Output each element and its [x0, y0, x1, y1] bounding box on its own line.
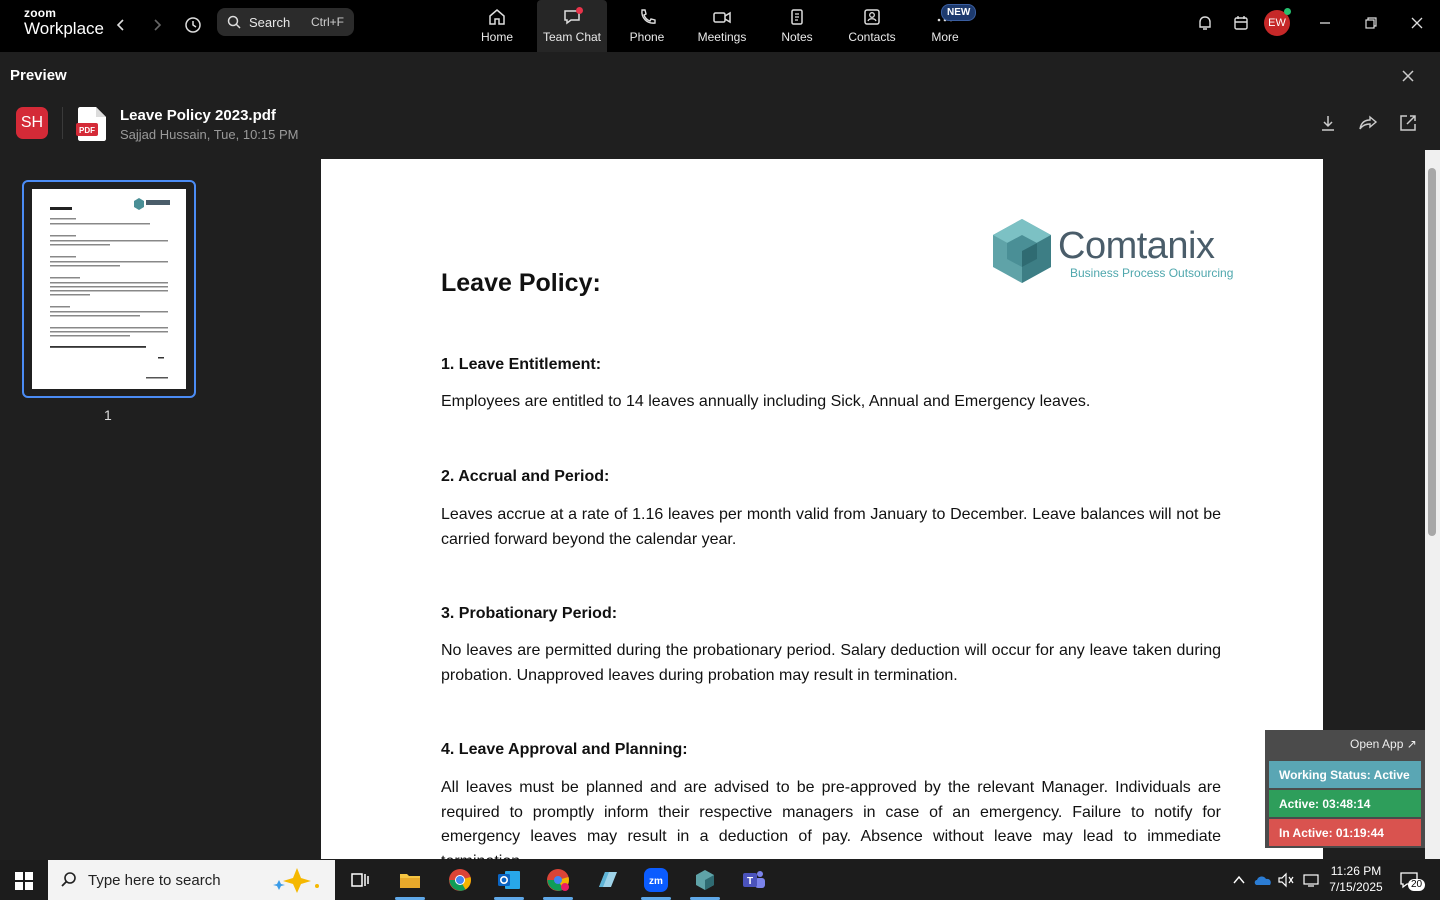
logo-product: Workplace — [24, 19, 104, 38]
file-meta: Sajjad Hussain, Tue, 10:15 PM — [120, 127, 299, 142]
bell-icon[interactable] — [1194, 12, 1216, 34]
tab-team-chat[interactable] — [537, 0, 607, 52]
scrollbar-thumb[interactable] — [1428, 168, 1436, 536]
page-thumbnail[interactable] — [22, 180, 196, 398]
tab-home[interactable] — [462, 0, 532, 52]
download-button[interactable] — [1318, 113, 1340, 135]
open-app-link[interactable]: Open App ↗ — [1350, 737, 1417, 751]
section-body: Leaves accrue at a rate of 1.16 leaves per month valid from January to December. Leave balances will not be carried forward beyond the calendar year. — [441, 506, 1221, 548]
tab-contacts[interactable] — [837, 0, 907, 52]
document-scrollbar[interactable] — [1425, 150, 1440, 859]
zoom-app-icon[interactable] — [641, 865, 671, 895]
teams-icon[interactable] — [739, 865, 769, 895]
tab-label: Meetings — [697, 30, 747, 44]
restore-button[interactable] — [1360, 12, 1382, 34]
file-explorer-icon[interactable] — [395, 865, 425, 895]
search-icon — [60, 871, 78, 889]
tab-label: Team Chat — [542, 30, 602, 44]
open-external-button[interactable] — [1398, 113, 1420, 135]
active-time: Active: 03:48:14 — [1269, 790, 1421, 817]
section-body: Employees are entitled to 14 leaves annually including Sick, Annual and Emergency leaves. — [441, 393, 1091, 410]
taskbar-clock[interactable] — [1326, 863, 1386, 895]
clock-date: 7/15/2025 — [1329, 880, 1383, 894]
working-status: Working Status: Active — [1269, 761, 1421, 788]
task-view-icon[interactable] — [345, 865, 375, 895]
tab-label: More — [931, 30, 959, 44]
notification-count: 20 — [1408, 879, 1425, 891]
calendar-icon[interactable] — [1230, 12, 1252, 34]
minimize-button[interactable] — [1314, 12, 1336, 34]
company-logo-icon — [989, 215, 1055, 292]
chrome-icon[interactable] — [445, 865, 475, 895]
sender-avatar: SH — [16, 107, 48, 139]
logo-brand: zoom — [24, 6, 57, 20]
clock-time: 11:26 PM — [1330, 864, 1382, 878]
download-icon — [1318, 113, 1338, 133]
company-tagline: Business Process Outsourcing — [1070, 266, 1234, 280]
notes-icon — [787, 8, 807, 26]
close-preview-button[interactable] — [1398, 66, 1418, 91]
user-avatar[interactable]: EW — [1264, 10, 1290, 36]
divider — [62, 107, 63, 139]
share-button[interactable] — [1358, 113, 1380, 135]
home-icon — [487, 8, 507, 26]
document-title: Leave Policy: — [441, 269, 601, 297]
windows-icon — [14, 871, 34, 891]
close-window-button[interactable] — [1406, 12, 1428, 34]
search-placeholder: Search — [249, 14, 291, 30]
zoom-workplace-logo — [24, 7, 104, 37]
search-icon — [227, 15, 241, 29]
tab-meetings[interactable] — [687, 0, 757, 52]
tab-label: Contacts — [848, 30, 896, 44]
outlook-icon[interactable] — [494, 865, 524, 895]
section-heading: 4. Leave Approval and Planning: — [441, 741, 688, 758]
section-body: All leaves must be planned and are advised to be pre-approved by the relevant Manager. Individuals are required to promptly inform their respective managers in case of an emergency. Failure to notify for emergency leaves may result in a deduction of pay. Absence without leave may lead to immediate — [441, 779, 1221, 845]
taskbar-search-placeholder: Type here to search — [88, 871, 221, 889]
unread-dot — [576, 7, 583, 14]
tab-label: Phone — [629, 30, 665, 44]
thumbnail-page-number: 1 — [104, 407, 112, 423]
tab-notes[interactable] — [762, 0, 832, 52]
document-page — [321, 159, 1323, 859]
svg-text:T: T — [746, 876, 754, 887]
svg-text:zm: zm — [649, 876, 663, 887]
network-icon[interactable] — [1296, 865, 1326, 895]
taskbar-search[interactable] — [48, 860, 335, 900]
contacts-icon — [862, 8, 882, 26]
new-badge: NEW — [941, 4, 976, 21]
section-heading: 1. Leave Entitlement: — [441, 356, 602, 373]
file-name: Leave Policy 2023.pdf — [120, 107, 276, 124]
snipping-tool-icon[interactable] — [592, 865, 622, 895]
chrome-profile-icon[interactable] — [543, 865, 573, 895]
pdf-file-icon — [76, 106, 108, 147]
preview-title: Preview — [10, 67, 67, 84]
tab-label: Notes — [781, 30, 813, 44]
section-heading: 3. Probationary Period: — [441, 605, 618, 622]
pdf-type-label: PDF — [79, 126, 95, 135]
company-name: Comtanix — [1058, 225, 1215, 267]
video-icon — [712, 8, 732, 26]
section-body: No leaves are permitted during the probationary period. Salary deduction will occur for any leave taken during probation. Unapproved leaves during probation may result in termination. — [441, 642, 1221, 684]
copilot-sparkle-icon — [269, 866, 327, 894]
comtanix-app-icon[interactable] — [690, 865, 720, 895]
inactive-time: In Active: 01:19:44 — [1269, 819, 1421, 846]
section-heading: 2. Accrual and Period: — [441, 468, 610, 485]
tab-phone[interactable] — [612, 0, 682, 52]
windows-start-button[interactable] — [14, 871, 34, 896]
close-icon — [1398, 66, 1418, 86]
history-icon[interactable] — [181, 13, 205, 37]
search-shortcut: Ctrl+F — [311, 15, 344, 29]
back-button[interactable] — [109, 13, 133, 37]
tab-label: Home — [480, 30, 513, 44]
thumbnail-preview — [32, 189, 186, 389]
phone-icon — [637, 8, 657, 26]
share-icon — [1358, 113, 1378, 133]
notification-center-button[interactable] — [1394, 865, 1424, 895]
presence-indicator — [1284, 8, 1291, 15]
search-input[interactable] — [217, 8, 354, 36]
forward-button[interactable] — [145, 13, 169, 37]
open-external-icon — [1398, 113, 1418, 133]
